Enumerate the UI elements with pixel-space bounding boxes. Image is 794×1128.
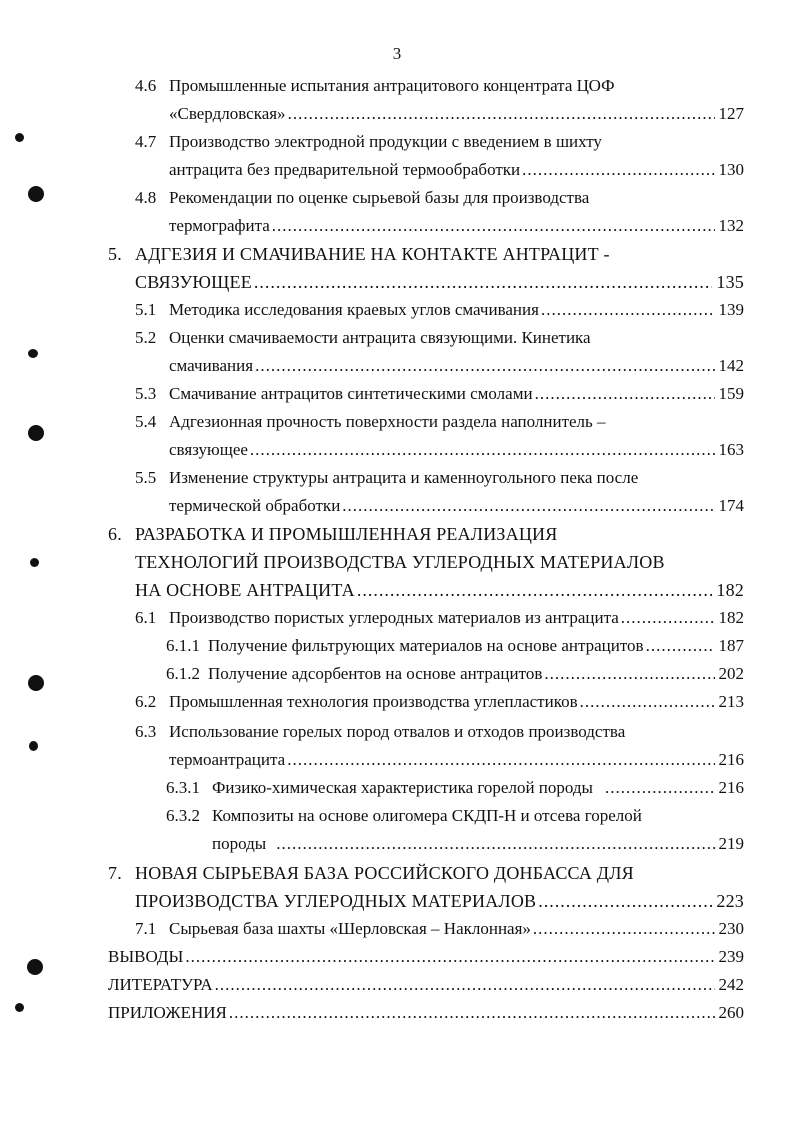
toc-chapter-7-cont <box>135 889 744 913</box>
toc-page-number: 239 <box>718 947 744 966</box>
toc-page-number: 219 <box>718 834 744 853</box>
toc-page-number: 223 <box>716 891 744 911</box>
toc-chapter-5-cont <box>135 270 744 294</box>
toc-entry-6-3-2-cont <box>212 832 744 856</box>
toc-page-number: 132 <box>718 216 744 235</box>
toc-leader <box>185 945 714 969</box>
toc-chapter-number: 7. <box>108 863 122 883</box>
toc-entry-title: Получение фильтрующих материалов на основе антрацитов <box>208 636 644 655</box>
toc-chapter-title: РАЗРАБОТКА И ПРОМЫШЛЕННАЯ РЕАЛИЗАЦИЯ <box>135 524 558 544</box>
toc-page-number: 216 <box>718 750 744 769</box>
toc-entry-6-3-2 <box>0 804 794 828</box>
toc-chapter-title: ТЕХНОЛОГИЙ ПРОИЗВОДСТВА УГЛЕРОДНЫХ МАТЕРИАЛОВ <box>135 552 665 572</box>
toc-page-number: 159 <box>718 384 744 403</box>
toc-entry-number: 4.6 <box>135 76 157 95</box>
toc-entry-title: Производство пористых углеродных материалов из антрацита <box>169 608 619 627</box>
toc-page-number: 182 <box>718 608 744 627</box>
toc-chapter-7 <box>0 861 794 885</box>
toc-entry-4-8-cont <box>169 214 744 238</box>
toc-entry-number: 5.5 <box>135 468 157 487</box>
toc-chapter-6-cont <box>0 550 794 574</box>
toc-entry-title: породы <box>212 834 267 853</box>
toc-chapter-title: СВЯЗУЮЩЕЕ <box>135 272 252 292</box>
toc-entry-title: термоантрацита <box>169 750 286 769</box>
toc-page-number: 182 <box>716 580 744 600</box>
toc-page-number: 202 <box>718 664 744 683</box>
toc-leader <box>605 776 715 800</box>
toc-entry-number: 5.1 <box>135 300 157 319</box>
toc-entry-number: 4.7 <box>135 132 157 151</box>
toc-leader <box>250 438 715 462</box>
toc-entry-title: «Свердловская» <box>169 104 286 123</box>
toc-entry-number: 5.4 <box>135 412 157 431</box>
toc-entry-5-4 <box>0 410 794 434</box>
toc-entry-7-1 <box>135 917 744 941</box>
toc-chapter-title: НОВАЯ СЫРЬЕВАЯ БАЗА РОССИЙСКОГО ДОНБАССА ДЛЯ <box>135 863 634 883</box>
toc-entry-5-1 <box>135 298 744 322</box>
toc-entry-4-7-cont <box>169 158 744 182</box>
toc-leader <box>357 578 713 602</box>
toc-leader <box>229 1001 715 1025</box>
punch-hole-mark <box>27 959 43 975</box>
toc-entry-title: Сырьевая база шахты «Шерловская – Наклонная» <box>169 919 531 938</box>
toc-leader <box>522 158 714 182</box>
toc-entry-title: Изменение структуры антрацита и каменноугольного пека после <box>169 468 639 487</box>
toc-entry-5-3 <box>135 382 744 406</box>
toc-entry-title: Рекомендации по оценке сырьевой базы для производства <box>169 188 590 207</box>
toc-leader <box>254 270 713 294</box>
toc-entry-conclusions <box>108 945 744 969</box>
toc-chapter-6-cont2 <box>135 578 744 602</box>
toc-entry-number: 4.8 <box>135 188 157 207</box>
toc-entry-number: 6.1 <box>135 608 157 627</box>
toc-leader <box>580 690 715 714</box>
toc-page-number: 174 <box>718 496 744 515</box>
toc-chapter-title: АДГЕЗИЯ И СМАЧИВАНИЕ НА КОНТАКТЕ АНТРАЦИТ - <box>135 244 610 264</box>
toc-entry-number: 7.1 <box>135 919 157 938</box>
toc-entry-title: Адгезионная прочность поверхности раздела наполнитель – <box>169 412 606 431</box>
toc-entry-6-1-2 <box>166 662 744 686</box>
toc-page-number: 142 <box>718 356 744 375</box>
toc-page-number: 260 <box>718 1003 744 1022</box>
toc-entry-title: термической обработки <box>169 496 341 515</box>
toc-chapter-5 <box>0 242 794 266</box>
toc-leader <box>621 606 715 630</box>
toc-page-number: 130 <box>718 160 744 179</box>
punch-hole-mark <box>28 675 44 691</box>
toc-entry-title: ЛИТЕРАТУРА <box>108 975 213 994</box>
toc-entry-number: 6.3.1 <box>166 778 200 797</box>
punch-hole-mark <box>15 133 24 142</box>
toc-entry-title: Промышленная технология производства углепластиков <box>169 692 578 711</box>
toc-entry-title: термографита <box>169 216 270 235</box>
toc-entry-title: Производство электродной продукции с введением в шихту <box>169 132 602 151</box>
toc-entry-number: 6.3 <box>135 722 157 741</box>
toc-leader <box>533 917 715 941</box>
toc-leader <box>646 634 715 658</box>
toc-chapter-title: ПРОИЗВОДСТВА УГЛЕРОДНЫХ МАТЕРИАЛОВ <box>135 891 537 911</box>
toc-entry-4-6 <box>0 74 794 98</box>
toc-entry-5-5-cont <box>169 494 744 518</box>
toc-entry-number: 5.2 <box>135 328 157 347</box>
toc-entry-title: ВЫВОДЫ <box>108 947 184 966</box>
toc-entry-6-1 <box>135 606 744 630</box>
toc-entry-title: Композиты на основе олигомера СКДП-Н и отсева горелой <box>212 806 642 825</box>
toc-entry-6-3-cont <box>169 748 744 772</box>
toc-leader <box>255 354 714 378</box>
toc-entry-6-1-1 <box>166 634 744 658</box>
toc-leader <box>535 382 715 406</box>
toc-entry-5-2-cont <box>169 354 744 378</box>
punch-hole-mark <box>28 425 44 441</box>
toc-entry-appendices <box>108 1001 744 1025</box>
toc-leader <box>538 889 712 913</box>
toc-chapter-number: 5. <box>108 244 122 264</box>
toc-entry-number: 6.1.2 <box>166 664 200 683</box>
toc-page-number: 216 <box>718 778 744 797</box>
toc-entry-title: Смачивание антрацитов синтетическими смолами <box>169 384 533 403</box>
toc-entry-6-3-1 <box>166 776 744 800</box>
punch-hole-mark <box>15 1003 24 1012</box>
toc-entry-number: 6.1.1 <box>166 636 200 655</box>
toc-leader <box>541 298 715 322</box>
toc-entry-4-6-cont <box>169 102 744 126</box>
toc-chapter-number: 6. <box>108 524 122 544</box>
toc-entry-literature <box>108 973 744 997</box>
toc-page-number: 139 <box>718 300 744 319</box>
toc-page-number: 242 <box>718 975 744 994</box>
punch-hole-mark <box>28 186 44 202</box>
toc-leader <box>215 973 715 997</box>
toc-page-number: 127 <box>718 104 744 123</box>
toc-page-number: 230 <box>718 919 744 938</box>
toc-entry-5-2 <box>0 326 794 350</box>
toc-page-number: 163 <box>718 440 744 459</box>
toc-leader <box>272 214 715 238</box>
toc-entry-title: связующее <box>169 440 248 459</box>
toc-page-number: 135 <box>716 272 744 292</box>
toc-entry-title: ПРИЛОЖЕНИЯ <box>108 1003 227 1022</box>
page-number: 3 <box>392 44 402 63</box>
toc-entry-5-4-cont <box>169 438 744 462</box>
toc-chapter-title: НА ОСНОВЕ АНТРАЦИТА <box>135 580 355 600</box>
toc-entry-title: Промышленные испытания антрацитового концентрата ЦОФ <box>169 76 615 95</box>
punch-hole-mark <box>29 741 38 751</box>
toc-page-number: 187 <box>718 636 744 655</box>
toc-leader <box>276 832 714 856</box>
toc-entry-title: смачивания <box>169 356 254 375</box>
toc-entry-6-3 <box>0 720 794 744</box>
toc-leader <box>342 494 714 518</box>
toc-leader <box>544 662 714 686</box>
toc-leader <box>287 748 714 772</box>
toc-entry-5-5 <box>0 466 794 490</box>
toc-entry-number: 6.2 <box>135 692 157 711</box>
toc-entry-title: Получение адсорбентов на основе антрацитов <box>208 664 543 683</box>
toc-entry-number: 6.3.2 <box>166 806 200 825</box>
toc-entry-title: Оценки смачиваемости антрацита связующими. Кинетика <box>169 328 591 347</box>
toc-chapter-6 <box>0 522 794 546</box>
toc-entry-4-7 <box>0 130 794 154</box>
toc-leader <box>288 102 715 126</box>
toc-entry-title: антрацита без предварительной термообработки <box>169 160 521 179</box>
toc-entry-number: 5.3 <box>135 384 157 403</box>
toc-page-number: 213 <box>718 692 744 711</box>
toc-entry-4-8 <box>0 186 794 210</box>
toc-entry-title: Использование горелых пород отвалов и отходов производства <box>169 722 626 741</box>
toc-entry-6-2 <box>135 690 744 714</box>
punch-hole-mark <box>28 349 38 358</box>
punch-hole-mark <box>30 558 39 567</box>
toc-entry-title: Физико-химическая характеристика горелой породы <box>212 778 593 797</box>
toc-entry-title: Методика исследования краевых углов смачивания <box>169 300 539 319</box>
